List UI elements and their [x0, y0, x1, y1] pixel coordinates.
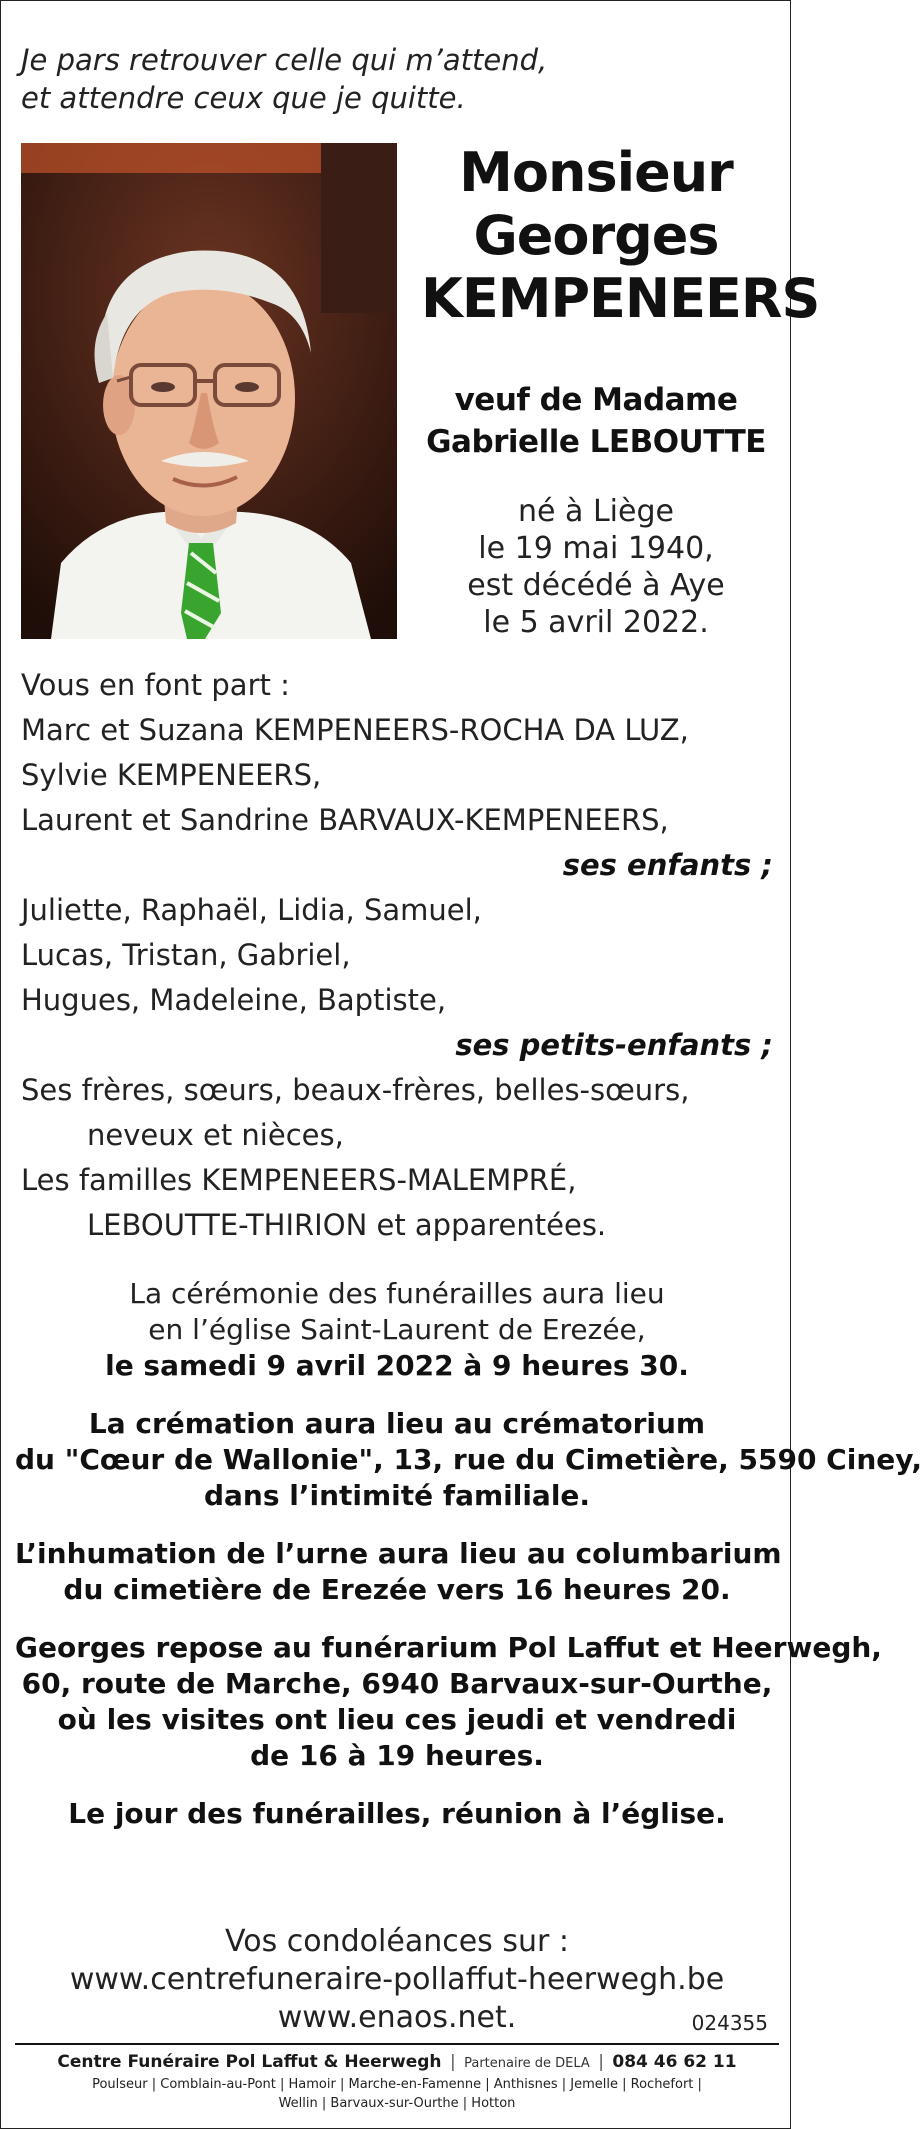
condolences-link-1[interactable]: www.centrefuneraire-pollaffut-heerwegh.be: [69, 1962, 725, 1997]
portrait-illustration: [21, 143, 397, 639]
funeral-home-footer: [15, 2043, 779, 2113]
rests-line-2: 60, route de Marche, 6940 Barvaux-sur-Ourthe,: [21, 1667, 773, 1700]
death-date: le 5 avril 2022.: [483, 605, 709, 640]
funeral-details: [15, 1276, 922, 1854]
ceremony-line-1: La cérémonie des funérailles aura lieu: [129, 1277, 665, 1310]
honorific: Monsieur: [459, 141, 733, 204]
deceased-name: [421, 141, 820, 330]
child-entry: Marc et Suzana KEMPENEERS-ROCHA DA LUZ,: [21, 713, 689, 747]
gathering-line: Le jour des funérailles, réunion à l’église.: [68, 1797, 726, 1830]
widower-info: [421, 379, 771, 463]
rests-line-1: Georges repose au funérarium Pol Laffut et Heerwegh,: [15, 1631, 882, 1664]
grandchildren-entry: Hugues, Madeleine, Baptiste,: [21, 983, 447, 1017]
birth-place: né à Liège: [518, 494, 674, 529]
footer-locations-1: Poulseur | Comblain-au-Pont | Hamoir | Marche-en-Famenne | Anthisnes | Jemelle | Rochefort |: [92, 2077, 702, 2092]
footer-locations-2: Wellin | Barvaux-sur-Ourthe | Hotton: [278, 2096, 516, 2111]
widower-line-2: Gabrielle LEBOUTTE: [426, 424, 766, 460]
portrait-photo: [21, 143, 397, 639]
last-name: KEMPENEERS: [421, 267, 820, 330]
condolences-link-2[interactable]: www.enaos.net.: [277, 2000, 517, 2035]
relatives-entry: Les familles KEMPENEERS-MALEMPRÉ,: [21, 1163, 577, 1197]
rests-info: [15, 1630, 882, 1774]
partner-label: Partenaire de DELA: [464, 2056, 590, 2071]
epitaph-quote: [21, 41, 581, 117]
relatives-entry: neveux et nièces,: [87, 1118, 344, 1152]
burial-info: [15, 1536, 782, 1608]
cremation-info: [15, 1406, 922, 1514]
burial-line-2: du cimetière de Erezée vers 16 heures 20.: [63, 1573, 731, 1606]
reference-number: 024355: [691, 2011, 768, 2035]
cremation-line-3: dans l’intimité familiale.: [203, 1479, 591, 1512]
grandchildren-entry: Lucas, Tristan, Gabriel,: [21, 938, 351, 972]
rests-line-4: de 16 à 19 heures.: [250, 1739, 544, 1772]
footer-main-line: [15, 2051, 779, 2075]
ceremony-date: le samedi 9 avril 2022 à 9 heures 30.: [105, 1349, 689, 1382]
first-name: Georges: [473, 204, 719, 267]
death-place: est décédé à Aye: [467, 568, 725, 603]
relatives-entry: Ses frères, sœurs, beaux-frères, belles-sœurs,: [21, 1073, 690, 1107]
cremation-line-1: La crémation aura lieu au crématorium: [88, 1407, 706, 1440]
footer-separator: |: [598, 2052, 604, 2072]
quote-line-1: Je pars retrouver celle qui m’attend,: [21, 43, 548, 77]
child-entry: Laurent et Sandrine BARVAUX-KEMPENEERS,: [21, 803, 669, 837]
grandchildren-role: ses petits-enfants ;: [455, 1028, 773, 1062]
announcement-intro: Vous en font part :: [21, 668, 290, 702]
ceremony-info: [15, 1276, 779, 1384]
rests-line-3: où les visites ont lieu ces jeudi et vendredi: [57, 1703, 737, 1736]
grandchildren-entry: Juliette, Raphaël, Lidia, Samuel,: [21, 893, 482, 927]
children-role: ses enfants ;: [562, 848, 773, 882]
child-entry: Sylvie KEMPENEERS,: [21, 758, 322, 792]
footer-separator: |: [449, 2052, 456, 2072]
burial-line-1: L’inhumation de l’urne aura lieu au columbarium: [15, 1537, 782, 1570]
birth-date: le 19 mai 1940,: [478, 531, 714, 566]
widower-line-1: veuf de Madame: [454, 382, 738, 418]
funeral-home-name: Centre Funéraire Pol Laffut & Heerwegh: [57, 2052, 442, 2072]
condolences-intro: Vos condoléances sur :: [225, 1924, 569, 1959]
birth-death-info: [421, 493, 771, 641]
cremation-line-2: du "Cœur de Wallonie", 13, rue du Cimetière, 5590 Ciney,: [15, 1443, 922, 1476]
relatives-entry: LEBOUTTE-THIRION et apparentées.: [87, 1208, 607, 1242]
quote-line-2: et attendre ceux que je quitte.: [21, 81, 466, 115]
ceremony-line-2: en l’église Saint-Laurent de Erezée,: [148, 1313, 646, 1346]
gathering-info: [15, 1796, 779, 1832]
phone-number: 084 46 62 11: [612, 2052, 737, 2072]
family-announcement: [21, 663, 773, 1248]
condolences: [15, 1923, 779, 2037]
